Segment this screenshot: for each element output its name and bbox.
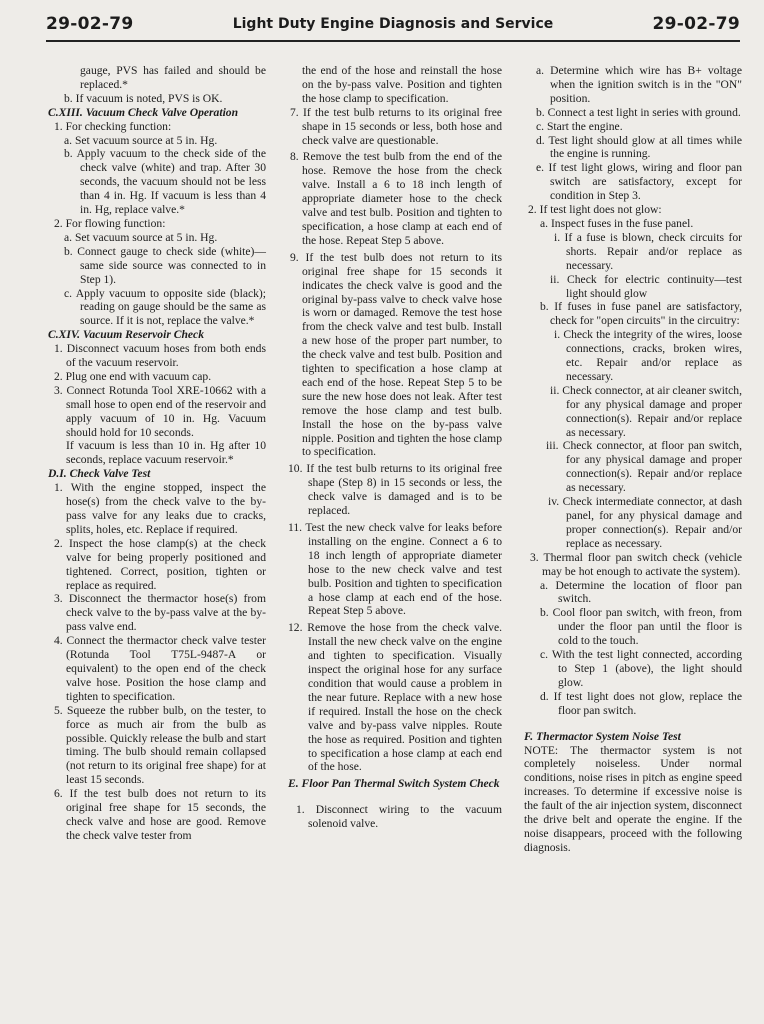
text-paragraph: 9. If the test bulb does not return to its original free shape for 15 seconds it indicates the check valve is good and the original by-pass valve to check valve hose is worn or damaged. Remove the test hose from the check valve and test bulb. Install a new hose of the proper part number, to the check valve and test bulb. Position and tighten to specification a hose clamp at each end of the hose. Repeat Step 5 to be sure the new hose does not leak. After test remove the hose clamp and test bulb. Install the hose on the by-pass valve nipple. Position and tighten the hose clamp to specification. [290, 250, 502, 459]
text-paragraph: i. Check the integrity of the wires, loose connections, cracks, broken wires, etc. Repair and/or replace as necessary. [554, 328, 742, 383]
text-paragraph: ii. Check connector, at air cleaner switch, for any physical damage and proper connection(s). Repair and/or replace as necessary. [550, 383, 742, 439]
text-paragraph: 1. With the engine stopped, inspect the hose(s) from the check valve to the by-pass valve for any leaks due to cracks, splits, holes, etc. Replace if required. [54, 481, 266, 536]
text-paragraph: 11. Test the new check valve for leaks before installing on the engine. Connect a 6 to 18 inch length of appropriate diameter hose to the new check valve and test bulb. Position and tighten to specification a hose clamp at each end of the hose. Repeat Step 5 above. [288, 521, 502, 618]
text-column-1 [44, 64, 266, 843]
text-paragraph: 2. If test light does not glow: [528, 203, 662, 217]
section-heading: C.XIV. Vacuum Reservoir Check [48, 328, 205, 342]
text-paragraph: e. If test light glows, wiring and floor pan switch are satisfactory, except for condition in Step 3. [536, 161, 742, 203]
text-paragraph: a. Set vacuum source at 5 in. Hg. [64, 133, 218, 147]
text-paragraph: 3. Connect Rotunda Tool XRE-10662 with a small hose to open end of the reservoir and apply vacuum of 10 in. Hg. Vacuum should hold for 10 seconds. [54, 383, 266, 439]
text-paragraph: b. Apply vacuum to the check side of the check valve (white) and trap. After 30 seconds, the vacuum should not be less than 4 in. Hg. If vacuum is less than 4 in. Hg, replace valve.* [64, 147, 266, 217]
text-paragraph: d. If test light does not glow, replace the floor pan switch. [540, 689, 742, 717]
text-paragraph: 12. Remove the hose from the check valve. Install the new check valve on the engine and tighten to specification. Visually inspect the original hose for any surface condition that would cause a problem in the near future. Replace with a new hose if required. Install the hose on the check valve and by-pass valve nipples. Route the hose as required. Position and tighten to specification a hose clamp at each end of the hose. [288, 621, 502, 774]
text-paragraph: 2. Plug one end with vacuum cap. [54, 369, 212, 383]
text-paragraph: 3. Disconnect the thermactor hose(s) from check valve to the by-pass valve at the by-pass valve end. [54, 592, 266, 634]
section-heading: D.I. Check Valve Test [48, 467, 151, 481]
page-number-left: 29-02-79 [46, 14, 134, 34]
text-paragraph: a. Determine the location of floor pan switch. [540, 578, 742, 606]
text-paragraph: b. If vacuum is noted, PVS is OK. [64, 91, 223, 105]
text-paragraph: ii. Check for electric continuity—test light should glow [550, 272, 742, 300]
text-paragraph: c. With the test light connected, according to Step 1 (above), the light should glow. [540, 648, 742, 689]
text-paragraph: 1. Disconnect wiring to the vacuum solenoid valve. [296, 803, 502, 831]
text-paragraph: 6. If the test bulb does not return to its original free shape for 15 seconds, the check valve and hose are good. Remove the check valve tester from [54, 787, 266, 842]
text-column-3 [522, 64, 742, 855]
text-paragraph: 10. If the test bulb returns to its original free shape (Step 8) in 15 seconds or less, the check valve is damaged and is to be replaced. [288, 462, 502, 518]
section-heading: E. Floor Pan Thermal Switch System Check [288, 777, 500, 791]
text-paragraph: c. Start the engine. [536, 119, 623, 133]
text-paragraph: d. Test light should glow at all times while the engine is running. [536, 133, 742, 161]
text-paragraph: b. Cool floor pan switch, with freon, from under the floor pan until the floor is cold to the touch. [540, 606, 742, 648]
page-header [46, 12, 740, 42]
text-paragraph: 8. Remove the test bulb from the end of the hose. Remove the hose from the check valve. Install a 6 to 18 inch length of appropriate diameter hose to the check valve and test bulb. Position and tighten to specification, a hose clamp at each end of the hose. Repeat Step 5 above. [290, 150, 502, 247]
text-column-2 [286, 64, 502, 831]
text-paragraph: iii. Check connector, at floor pan switch, for any physical damage and proper connection(s). Repair and/or replace as necessary. [546, 439, 742, 495]
text-paragraph: a. Inspect fuses in the fuse panel. [540, 216, 694, 230]
text-paragraph: 5. Squeeze the rubber bulb, on the tester, to force as much air from the bulb as possible. Quickly release the bulb and start timing. The bulb should remain collapsed (not return to its original free shape) for at least 15 seconds. [54, 703, 266, 787]
text-paragraph: b. Connect a test light in series with ground. [536, 105, 741, 119]
text-paragraph: 1. Disconnect vacuum hoses from both ends of the vacuum reservoir. [54, 342, 266, 370]
text-paragraph: iv. Check intermediate connector, at dash panel, for any physical damage and proper connection(s). Repair and/or replace as necessary. [548, 495, 742, 550]
page-title: Light Duty Engine Diagnosis and Service [232, 16, 554, 32]
text-paragraph: 2. Inspect the hose clamp(s) at the check valve for being properly positioned and tightened. Correct, position, tighten or replace as required. [54, 536, 266, 592]
text-paragraph: If vacuum is less than 10 in. Hg after 10 seconds, replace vacuum reservoir.* [66, 439, 266, 467]
text-paragraph: 3. Thermal floor pan switch check (vehicle may be hot enough to activate the system). [530, 550, 742, 578]
text-paragraph: 1. For checking function: [54, 119, 172, 133]
text-paragraph: i. If a fuse is blown, check circuits for shorts. Repair and/or replace as necessary. [554, 230, 742, 272]
text-paragraph: 7. If the test bulb returns to its original free shape in 15 seconds or less, both hose and check valve are questionable. [290, 105, 502, 147]
page-number-right: 29-02-79 [652, 14, 740, 34]
text-paragraph: c. Apply vacuum to opposite side (black); reading on gauge should be the same as source. If it is not, replace the valve.* [64, 286, 266, 328]
text-paragraph: b. If fuses in fuse panel are satisfactory, check for "open circuits" in the circuitry: [540, 300, 742, 328]
text-paragraph: a. Determine which wire has B+ voltage when the ignition switch is in the "ON" position. [536, 64, 742, 105]
text-paragraph: a. Set vacuum source at 5 in. Hg. [64, 230, 218, 244]
text-paragraph: 2. For flowing function: [54, 216, 166, 230]
text-paragraph: NOTE: The thermactor system is not completely noiseless. Under normal conditions, noise rises in pitch as engine speed increases. To determine if excessive noise is the fault of the air injection system, disconnect the drive belt and operate the engine. If the noise disappears, proceed with the following diagnosis. [524, 743, 742, 854]
text-paragraph: the end of the hose and reinstall the hose on the by-pass valve. Position and tighten the hose clamp to specification. [302, 64, 502, 105]
section-heading: C.XIII. Vacuum Check Valve Operation [48, 105, 239, 119]
text-paragraph: b. Connect gauge to check side (white)—same side source was connected to in Step 1). [64, 244, 266, 286]
text-paragraph: gauge, PVS has failed and should be replaced.* [80, 64, 266, 91]
text-paragraph: 4. Connect the thermactor check valve tester (Rotunda Tool T75L-9487-A or equivalent) to the open end of the check valve hose. Position the hose clamp and tighten to specification. [54, 634, 266, 703]
section-heading: F. Thermactor System Noise Test [524, 729, 681, 743]
